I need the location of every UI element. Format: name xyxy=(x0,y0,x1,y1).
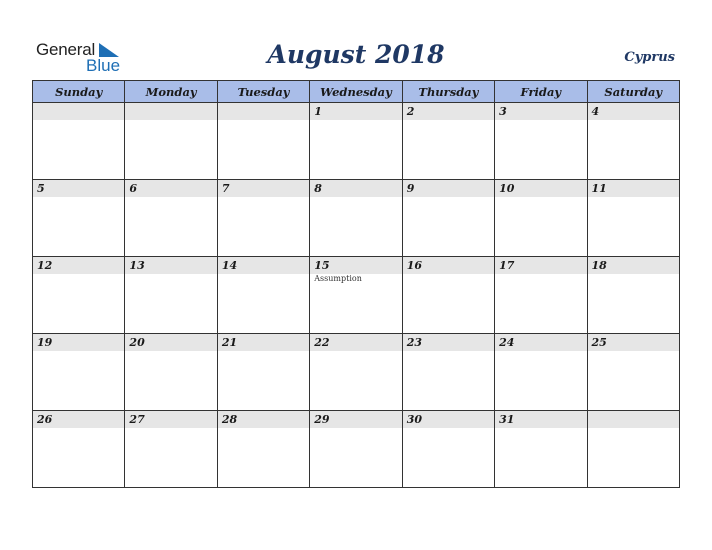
week-row xyxy=(33,257,680,334)
day-cell xyxy=(33,257,125,334)
day-cell xyxy=(310,334,402,411)
day-cell xyxy=(495,257,587,334)
day-cell xyxy=(495,411,587,488)
logo-word-blue: Blue xyxy=(86,56,121,75)
day-number: 29 xyxy=(314,413,330,426)
page-title: August 2018 xyxy=(267,40,445,69)
day-cell xyxy=(310,180,402,257)
day-number: 25 xyxy=(591,336,607,349)
day-cell xyxy=(217,334,309,411)
day-number: 6 xyxy=(129,182,138,195)
day-cell xyxy=(125,411,217,488)
day-number: 21 xyxy=(221,336,238,349)
day-cell xyxy=(587,411,679,488)
day-cell xyxy=(310,411,402,488)
day-number: 26 xyxy=(37,413,53,426)
day-cell xyxy=(217,103,309,180)
day-cell xyxy=(402,334,494,411)
day-number: 18 xyxy=(591,259,607,272)
date-band xyxy=(218,180,309,197)
date-band xyxy=(33,103,124,120)
week-row xyxy=(33,103,680,180)
day-cell xyxy=(402,180,494,257)
day-number: 19 xyxy=(37,336,53,349)
weekday-header-monday: Monday xyxy=(125,81,217,103)
day-cell xyxy=(125,103,217,180)
day-cell xyxy=(33,411,125,488)
day-number: 17 xyxy=(499,259,515,272)
day-cell xyxy=(587,180,679,257)
date-band xyxy=(310,103,401,120)
day-cell xyxy=(587,334,679,411)
day-number: 20 xyxy=(129,336,145,349)
day-cell xyxy=(495,180,587,257)
calendar-body xyxy=(33,103,680,488)
day-number: 4 xyxy=(591,105,600,118)
day-number: 16 xyxy=(406,259,422,272)
day-cell xyxy=(217,257,309,334)
weekday-header-sunday: Sunday xyxy=(33,81,125,103)
date-band xyxy=(495,103,586,120)
day-number: 23 xyxy=(406,336,422,349)
date-band xyxy=(403,180,494,197)
weekday-header-friday: Friday xyxy=(495,81,587,103)
weekday-header-saturday: Saturday xyxy=(587,81,679,103)
date-band xyxy=(33,180,124,197)
day-number: 10 xyxy=(499,182,515,195)
day-cell xyxy=(587,103,679,180)
day-number: 9 xyxy=(406,182,415,195)
day-cell xyxy=(125,334,217,411)
week-row xyxy=(33,334,680,411)
day-cell xyxy=(402,257,494,334)
date-band xyxy=(125,180,216,197)
day-cell xyxy=(310,103,402,180)
day-cell xyxy=(217,180,309,257)
day-cell xyxy=(125,180,217,257)
date-band xyxy=(310,180,401,197)
day-cell xyxy=(125,257,217,334)
day-cell xyxy=(33,180,125,257)
day-cell xyxy=(587,257,679,334)
day-number: 31 xyxy=(499,413,515,426)
day-cell xyxy=(495,103,587,180)
date-band xyxy=(403,103,494,120)
logo-word-general: General xyxy=(36,40,96,59)
day-number: 30 xyxy=(406,413,422,426)
week-row xyxy=(33,411,680,488)
weekday-header-row xyxy=(33,81,680,103)
day-number: 1 xyxy=(314,105,322,118)
day-cell xyxy=(217,411,309,488)
date-band xyxy=(218,103,309,120)
day-cell xyxy=(33,334,125,411)
calendar-grid xyxy=(32,80,680,488)
day-cell xyxy=(310,257,402,334)
day-cell xyxy=(402,103,494,180)
day-number: 11 xyxy=(591,182,607,195)
day-number: 14 xyxy=(221,259,238,272)
day-number: 8 xyxy=(314,182,322,195)
date-band xyxy=(588,103,679,120)
day-number: 7 xyxy=(221,182,230,195)
date-band xyxy=(588,411,679,428)
day-number: 24 xyxy=(499,336,515,349)
holiday-label: Assumption xyxy=(314,274,362,283)
date-band xyxy=(125,103,216,120)
day-number: 3 xyxy=(499,105,507,118)
day-number: 27 xyxy=(129,413,145,426)
day-number: 13 xyxy=(129,259,145,272)
weekday-header-wednesday: Wednesday xyxy=(310,81,402,103)
day-cell xyxy=(33,103,125,180)
weekday-header-tuesday: Tuesday xyxy=(217,81,309,103)
day-cell xyxy=(402,411,494,488)
weekday-header-thursday: Thursday xyxy=(402,81,494,103)
day-number: 15 xyxy=(314,259,330,272)
country-label: Cyprus xyxy=(624,50,675,65)
day-number: 2 xyxy=(406,105,415,118)
day-cell xyxy=(495,334,587,411)
day-number: 22 xyxy=(314,336,330,349)
day-number: 12 xyxy=(37,259,53,272)
day-number: 28 xyxy=(221,413,238,426)
week-row xyxy=(33,180,680,257)
day-number: 5 xyxy=(37,182,45,195)
